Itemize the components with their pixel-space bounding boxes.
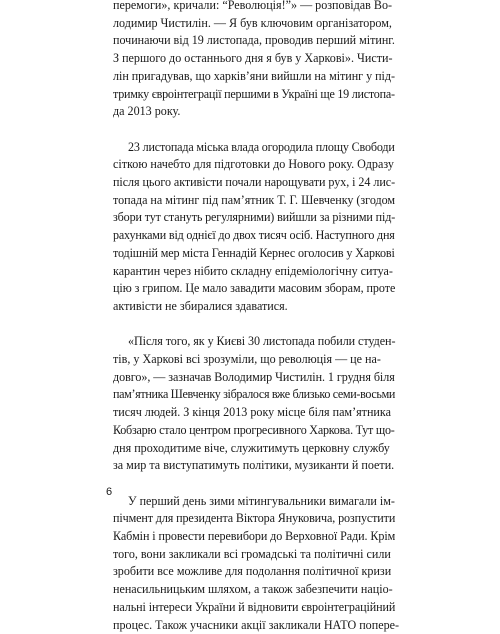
book-page-text: [113, 0, 400, 634]
text-line: за мир та виступатимуть політики, музиканти й поети.: [113, 458, 395, 473]
text-line: нальні інтереси України й відновити євроінтеграційний: [113, 599, 396, 614]
paragraph: [113, 333, 395, 475]
text-line: пам’ятника Шевченку зібралося вже близько семи-восьми: [113, 387, 396, 402]
text-line: сіткою начебто для підготовки до Нового року. Одразу: [113, 157, 394, 172]
text-line: да 2013 року.: [113, 104, 181, 119]
text-line: тримку євроінтеграції першими в Україні ще 19 листопа-: [113, 86, 395, 101]
text-line: зробити все можливе для подолання політичної кризи: [113, 564, 392, 579]
text-line: пічмент для президента Віктора Януковича, розпустити: [113, 511, 396, 526]
text-line: Кобзарю стало центром прогресивного Харкова. Тут що-: [113, 422, 395, 437]
page-number: 6: [106, 486, 113, 498]
text-line: дня проходитиме віче, служитимуть церковну службу: [113, 440, 390, 455]
text-line: починаючи від 19 листопада, проводив перший мітинг.: [113, 33, 395, 48]
text-line: У перший день зими мітингувальники вимагали ім-: [128, 493, 395, 508]
text-line: карантин через нібито складну епідеміологічну ситуа-: [113, 263, 393, 278]
text-line: Кабмін і провести перевибори до Верховної Ради. Крім: [113, 529, 396, 544]
text-line: З першого до останнього дня я був у Харкові». Чисти-: [113, 51, 393, 66]
text-line: активісти не збиралися здаватися.: [113, 298, 288, 313]
text-line: перемоги», кричали: “Революція!”» — розповідав Во-: [113, 0, 393, 12]
text-line: збори тут стануть регулярними) вийшли за різними під-: [113, 210, 396, 225]
text-line: лін пригадував, що харків’яни вийшли на мітинг у під-: [113, 68, 395, 83]
text-line: того, вони закликали всі громадські та політичні сили: [113, 546, 391, 561]
text-line: довго», — зазначав Володимир Чистилін. 1 грудня біля: [113, 369, 395, 384]
paragraph: [113, 0, 395, 121]
text-line: «Після того, як у Києві 30 листопада побили студен-: [128, 334, 396, 349]
paragraph: [113, 139, 395, 316]
text-line: тисяч людей. З кінця 2013 року місце біля пам’ятника: [113, 405, 391, 420]
text-line: ненасильницьким шляхом, а також забезпечити націо-: [113, 582, 393, 597]
text-line: 23 листопада міська влада огородила площу Свободи: [128, 139, 395, 154]
paragraph: [113, 493, 400, 634]
text-line: цію з грипом. Це мало завадити масовим зборам, проте: [113, 281, 396, 296]
text-line: топада на мітинг під пам’ятник Т. Г. Шевченку (згодом: [113, 192, 396, 207]
text-line: рахунками від однієї до двох тисяч осіб. Наступного дня: [113, 228, 395, 243]
text-line: після цього активісти почали нарощувати рух, і 24 лис-: [113, 175, 396, 190]
text-line: процес. Також учасники акції закликали НАТО попере-: [113, 617, 400, 632]
text-line: тодішній мер міста Геннадій Кернес оголосив у Харкові: [113, 245, 395, 260]
text-line: лодимир Чистилін. — Я був ключовим організатором,: [113, 15, 392, 30]
text-line: тів, у Харкові всі зрозуміли, що революція — це на-: [113, 352, 381, 367]
